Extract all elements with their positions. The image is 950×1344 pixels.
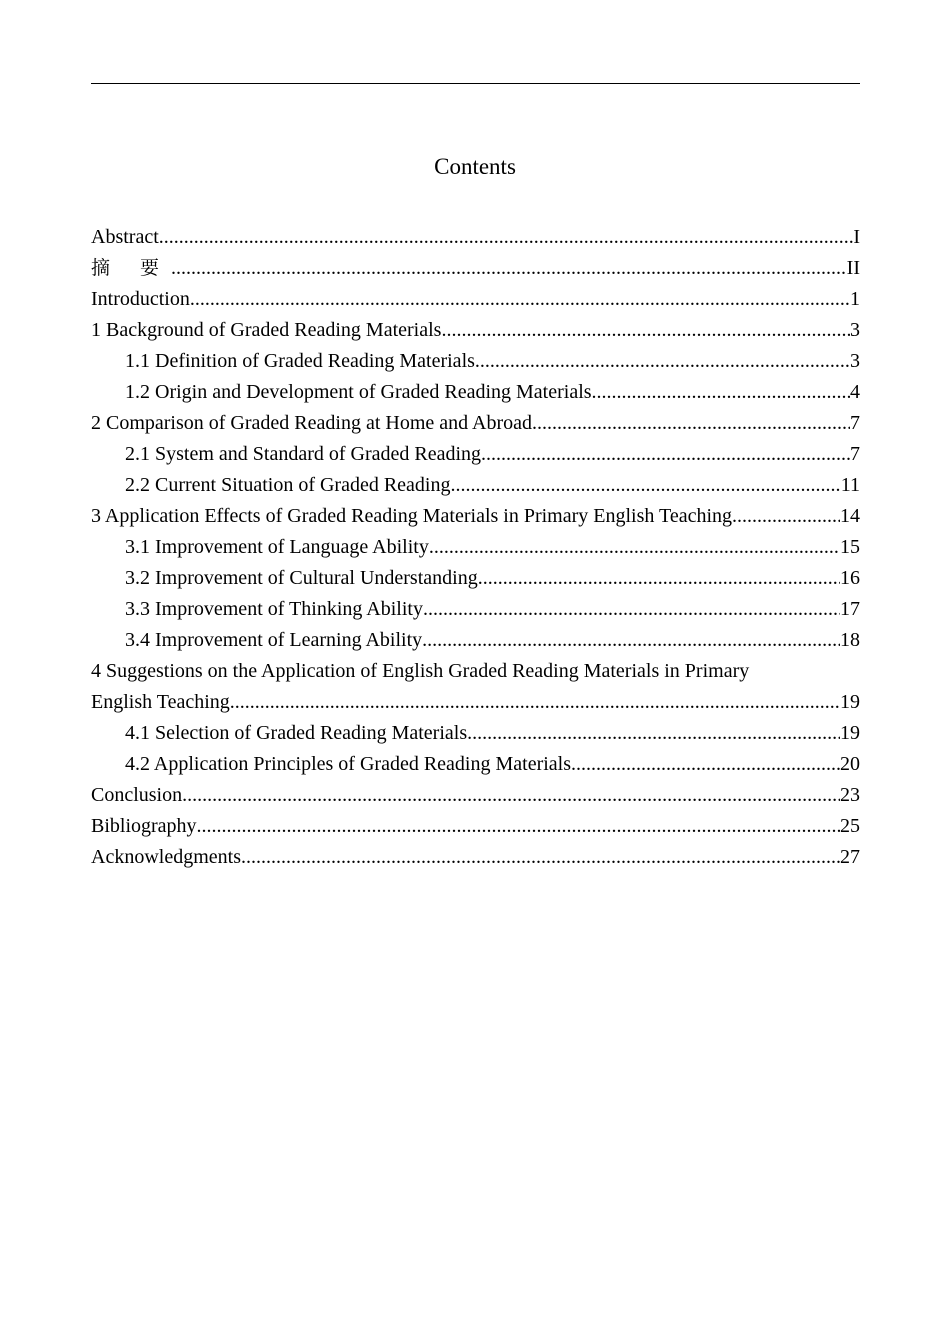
toc-entry-page: 1 <box>850 288 860 310</box>
toc-entry-page: 19 <box>840 691 860 713</box>
toc-entry-page: I <box>853 226 860 248</box>
toc-entry-label: 1.1 Definition of Graded Reading Materials <box>125 350 475 372</box>
toc-dot-leader <box>429 532 840 563</box>
toc-entry-label: 2.2 Current Situation of Graded Reading <box>125 474 451 496</box>
toc-entry-page: 11 <box>840 474 860 496</box>
toc-entry-section-3-4[interactable] <box>91 625 860 656</box>
toc-entry-section-2-2[interactable] <box>91 470 860 501</box>
toc-entry-chapter-1[interactable] <box>91 315 860 346</box>
toc-entry-section-3-2[interactable] <box>91 563 860 594</box>
toc-entry-chapter-3[interactable] <box>91 501 860 532</box>
toc-entry-page: 19 <box>840 722 860 744</box>
toc-dot-leader <box>481 439 850 470</box>
toc-entry-section-2-1[interactable] <box>91 439 860 470</box>
toc-entry-label-line1: 4 Suggestions on the Application of English Graded Reading Materials in Primary <box>91 660 750 682</box>
toc-entry-page: 3 <box>850 319 860 341</box>
toc-entry-label: 4.2 Application Principles of Graded Reading Materials <box>125 753 572 775</box>
toc-entry-label: 1.2 Origin and Development of Graded Reading Materials <box>125 381 592 403</box>
toc-dot-leader <box>423 594 840 625</box>
toc-entry-label: Bibliography <box>91 815 197 837</box>
toc-dot-leader <box>182 780 840 811</box>
toc-dot-leader <box>190 284 850 315</box>
toc-entry-page: 14 <box>840 505 860 527</box>
toc-entry-section-1-1[interactable] <box>91 346 860 377</box>
toc-dot-leader <box>422 625 840 656</box>
page-title: Contents <box>434 154 516 179</box>
toc-entry-page: 16 <box>840 567 860 589</box>
toc-entry-label: 3.4 Improvement of Learning Ability <box>125 629 423 651</box>
toc-entry-page: 18 <box>840 629 860 651</box>
toc-entry-label: Acknowledgments <box>91 846 241 868</box>
toc-dot-leader <box>197 811 840 842</box>
toc-dot-leader <box>441 315 850 346</box>
toc-entry-abstract[interactable] <box>91 222 860 253</box>
toc-entry-chinese-abstract[interactable] <box>91 253 860 284</box>
table-of-contents <box>91 222 860 873</box>
toc-dot-leader <box>230 687 840 718</box>
toc-entry-section-1-2[interactable] <box>91 377 860 408</box>
toc-entry-label: Abstract <box>91 226 159 248</box>
toc-entry-section-3-1[interactable] <box>91 532 860 563</box>
toc-entry-label: Conclusion <box>91 784 183 806</box>
toc-entry-page: 17 <box>840 598 860 620</box>
toc-dot-leader <box>475 346 850 377</box>
toc-entry-label: 2 Comparison of Graded Reading at Home and Abroad <box>91 412 533 434</box>
toc-entry-chapter-4[interactable] <box>91 656 860 718</box>
toc-entry-section-3-3[interactable] <box>91 594 860 625</box>
toc-entry-introduction[interactable] <box>91 284 860 315</box>
toc-entry-label: Introduction <box>91 288 190 310</box>
toc-entry-label: 3.2 Improvement of Cultural Understanding <box>125 567 478 589</box>
toc-entry-label: 3.3 Improvement of Thinking Ability <box>125 598 423 620</box>
toc-dot-leader <box>592 377 850 408</box>
toc-entry-acknowledgments[interactable] <box>91 842 860 873</box>
header-rule <box>91 83 860 84</box>
toc-entry-line2 <box>91 687 860 718</box>
toc-entry-page: 23 <box>840 784 860 806</box>
toc-entry-label: 1 Background of Graded Reading Materials <box>91 319 442 341</box>
toc-entry-section-4-1[interactable] <box>91 718 860 749</box>
toc-entry-page: 3 <box>850 350 860 372</box>
toc-dot-leader <box>241 842 840 873</box>
toc-entry-label: 3.1 Improvement of Language Ability <box>125 536 429 558</box>
toc-entry-page: 20 <box>840 753 860 775</box>
toc-entry-section-4-2[interactable] <box>91 749 860 780</box>
toc-entry-conclusion[interactable] <box>91 780 860 811</box>
toc-entry-page: II <box>846 257 860 279</box>
toc-dot-leader <box>478 563 840 594</box>
toc-entry-label: 2.1 System and Standard of Graded Reading <box>125 443 482 465</box>
toc-entry-page: 4 <box>850 381 860 403</box>
toc-dot-leader <box>159 222 854 253</box>
toc-dot-leader <box>171 253 847 284</box>
toc-entry-bibliography[interactable] <box>91 811 860 842</box>
toc-entry-label: 摘 要 <box>91 257 172 279</box>
toc-entry-label: 3 Application Effects of Graded Reading Materials in Primary English Teaching. <box>91 505 738 527</box>
toc-entry-label: 4.1 Selection of Graded Reading Materials <box>125 722 468 744</box>
toc-entry-page: 15 <box>840 536 860 558</box>
toc-entry-label-line2: English Teaching <box>91 691 230 713</box>
toc-entry-page: 25 <box>840 815 860 837</box>
toc-dot-leader <box>532 408 850 439</box>
toc-dot-leader <box>737 501 840 532</box>
toc-entry-page: 7 <box>850 412 860 434</box>
toc-entry-page: 27 <box>840 846 860 868</box>
toc-dot-leader <box>571 749 840 780</box>
toc-entry-chapter-2[interactable] <box>91 408 860 439</box>
toc-dot-leader <box>467 718 840 749</box>
toc-entry-page: 7 <box>850 443 860 465</box>
toc-dot-leader <box>451 470 841 501</box>
